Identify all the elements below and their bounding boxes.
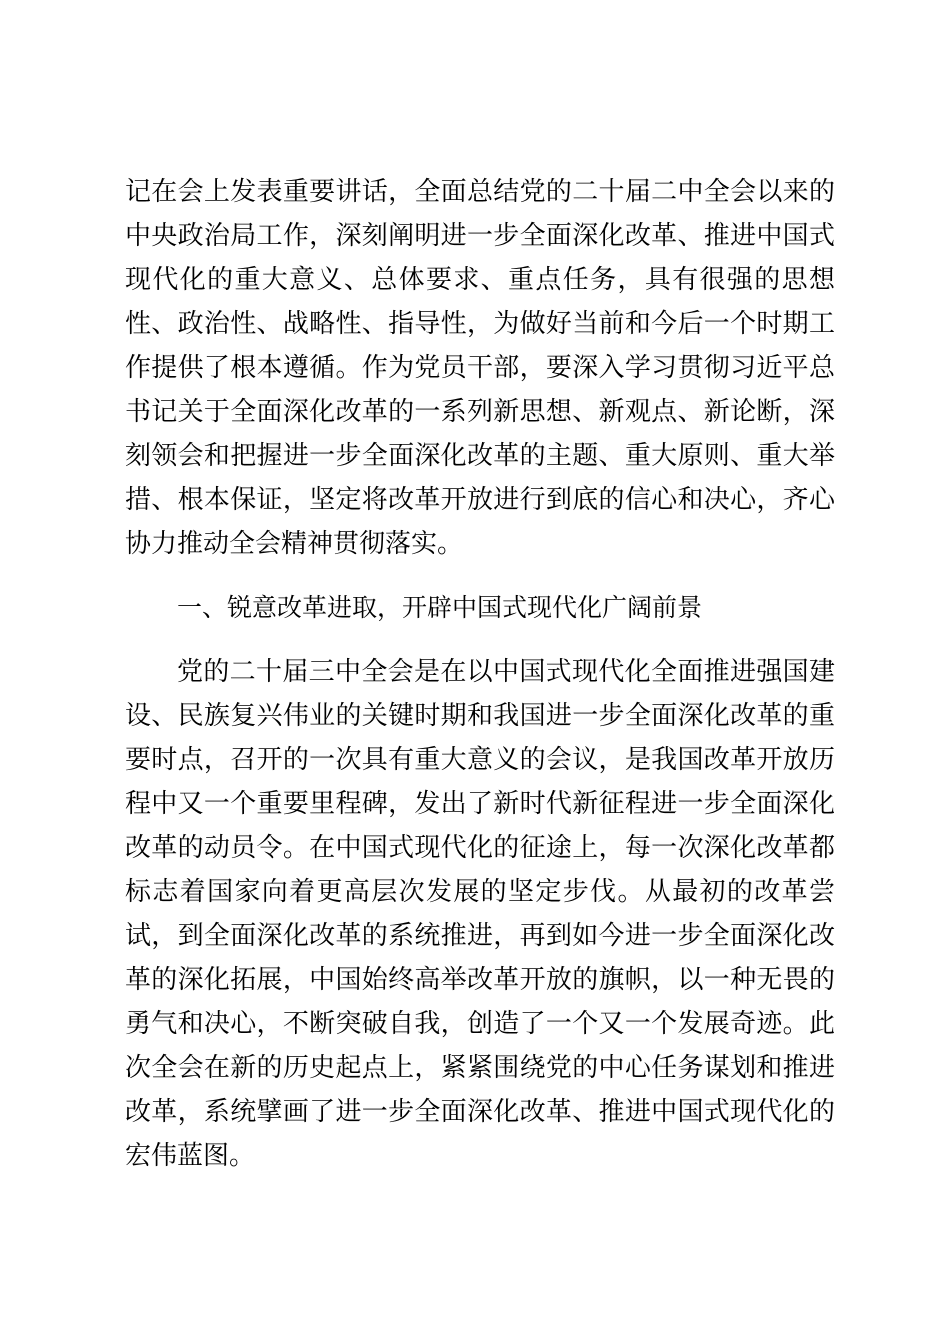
document-body	[125, 170, 835, 1178]
paragraph-line: 作提供了根本遵循。作为党员干部，要深入学习贯彻习近平总	[125, 353, 835, 383]
paragraph-line: 程中又一个重要里程碑，发出了新时代新征程进一步全面深化	[125, 789, 835, 819]
paragraph-line: 宏伟蓝图。	[125, 1141, 256, 1171]
paragraph-line: 改革，系统擘画了进一步全面深化改革、推进中国式现代化的	[125, 1097, 835, 1127]
paragraph-line: 要时点，召开的一次具有重大意义的会议，是我国改革开放历	[125, 745, 835, 775]
paragraph-line: 改革的动员令。在中国式现代化的征途上，每一次深化改革都	[125, 833, 835, 863]
paragraph-line: 勇气和决心，不断突破自我，创造了一个又一个发展奇迹。此	[125, 1009, 835, 1039]
paragraph-line: 中央政治局工作，深刻阐明进一步全面深化改革、推进中国式	[125, 221, 835, 251]
paragraph-line: 革的深化拓展，中国始终高举改革开放的旗帜，以一种无畏的	[125, 965, 835, 995]
paragraph-1	[125, 170, 835, 566]
paragraph-line: 标志着国家向着更高层次发展的坚定步伐。从最初的改革尝	[125, 877, 835, 907]
paragraph-line: 现代化的重大意义、总体要求、重点任务，具有很强的思想	[125, 265, 835, 295]
paragraph-line: 性、政治性、战略性、指导性，为做好当前和今后一个时期工	[125, 309, 835, 339]
paragraph-line: 设、民族复兴伟业的关键时期和我国进一步全面深化改革的重	[125, 701, 835, 731]
paragraph-line: 次全会在新的历史起点上，紧紧围绕党的中心任务谋划和推进	[125, 1053, 835, 1083]
paragraph-line: 措、根本保证，坚定将改革开放进行到底的信心和决心，齐心	[125, 485, 835, 515]
paragraph-line: 刻领会和把握进一步全面深化改革的主题、重大原则、重大举	[125, 441, 835, 471]
paragraph-2	[125, 650, 835, 1178]
section-heading: 一、锐意改革进取，开辟中国式现代化广阔前景	[177, 593, 703, 622]
paragraph-line: 书记关于全面深化改革的一系列新思想、新观点、新论断，深	[125, 397, 835, 427]
paragraph-line: 记在会上发表重要讲话，全面总结党的二十届二中全会以来的	[125, 177, 835, 207]
paragraph-line: 试，到全面深化改革的系统推进，再到如今进一步全面深化改	[125, 921, 835, 951]
paragraph-line: 党的二十届三中全会是在以中国式现代化全面推进强国建	[177, 657, 835, 687]
paragraph-line: 协力推动全会精神贯彻落实。	[125, 529, 464, 559]
